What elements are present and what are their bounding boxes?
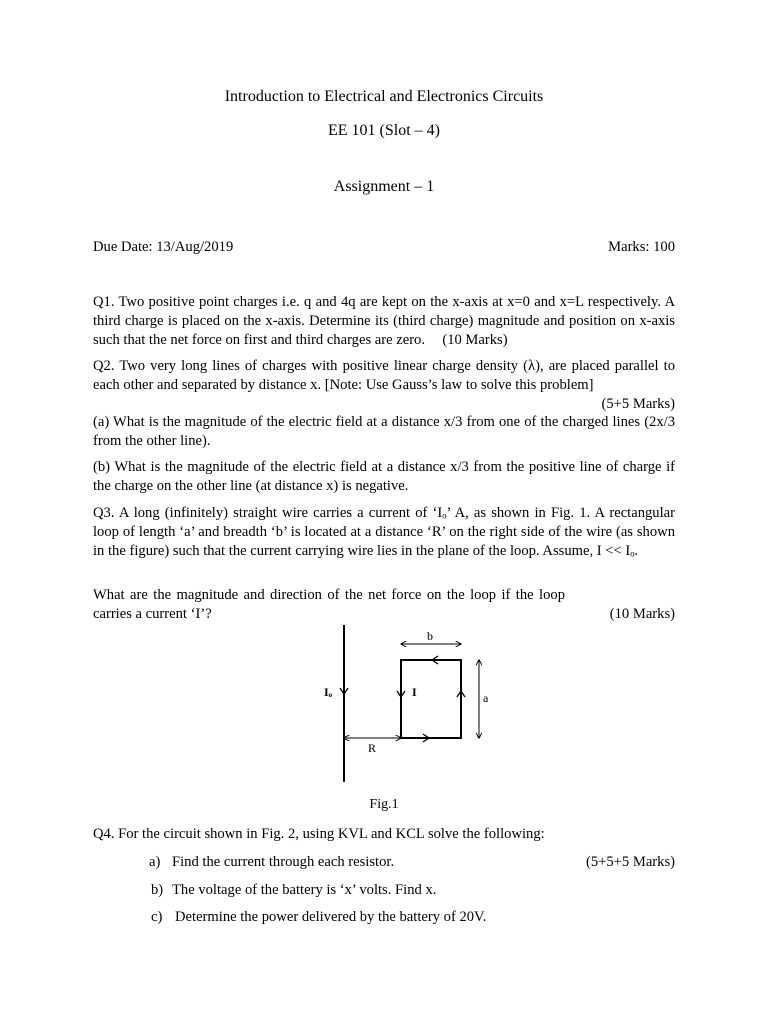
due-date: Due Date: 13/Aug/2019 xyxy=(93,239,234,255)
q4-a-prefix: a) xyxy=(149,854,161,870)
label-i: I xyxy=(412,685,417,699)
q4-c-prefix: c) xyxy=(151,909,163,925)
label-io: Iₒ xyxy=(324,685,333,699)
rectangular-loop xyxy=(401,660,461,738)
question-2-part-b: (b) What is the magnitude of the electric field at a distance x/3 from the positive line of charge if the charge on the other line (at distance x) is negative. xyxy=(93,459,675,494)
question-3-question xyxy=(93,586,675,624)
question-2-text: Q2. Two very long lines of charges with positive linear charge density (λ), are placed parallel to each other and separated by distance x. [Note: Use Gauss’s law to solve this problem] xyxy=(93,358,675,393)
question-2-part-a: (a) What is the magnitude of the electric field at a distance x/3 from one of the charged lines (2x/3 from the other line). xyxy=(93,414,675,449)
figure-1-caption: Fig.1 xyxy=(369,797,399,812)
due-row xyxy=(93,238,675,257)
question-1-marks: (10 Marks) xyxy=(442,332,508,348)
question-1 xyxy=(93,293,675,350)
course-code: EE 101 (Slot – 4) xyxy=(328,122,440,139)
label-a: a xyxy=(483,691,489,705)
q4-b-prefix: b) xyxy=(151,882,164,898)
course-title: Introduction to Electrical and Electronics Circuits xyxy=(224,88,544,105)
total-marks: Marks: 100 xyxy=(608,239,675,255)
assignment-title: Assignment – 1 xyxy=(333,178,435,195)
question-4-text: Q4. For the circuit shown in Fig. 2, using KVL and KCL solve the following: xyxy=(93,826,545,842)
label-r: R xyxy=(367,741,377,755)
question-3-text: Q3. A long (infinitely) straight wire carries a current of ‘Iₒ’ A, as shown in Fig. 1. A rectangular loop of length ‘a’ and breadth ‘b’ is located at a distance ‘R’ on the right side of the wire (as shown in the figure) such that the current carrying wire lies in the plane of the loop. Assume, I << Iₒ. xyxy=(93,505,675,559)
question-1-text: Q1. Two positive point charges i.e. q and 4q are kept on the x-axis at x=0 and x=L respectively. A third charge is placed on the x-axis. Determine its (third charge) magnitude and position on x-axis such that the net force on first and third charges are zero. xyxy=(93,294,675,348)
question-3-question-text: What are the magnitude and direction of the net force on the loop if the loop carries a current ‘I’? xyxy=(93,587,565,622)
q4-b-text: The voltage of the battery is ‘x’ volts. Find x. xyxy=(172,882,437,898)
question-4-marks: (5+5+5 Marks) xyxy=(585,854,675,870)
q4-a-text: Find the current through each resistor. xyxy=(172,854,395,870)
q4-c-text: Determine the power delivered by the battery of 20V. xyxy=(175,909,487,925)
figure-1-diagram xyxy=(300,620,500,785)
question-2-marks: (5+5 Marks) xyxy=(601,396,675,412)
question-2 xyxy=(93,357,675,414)
label-b: b xyxy=(427,629,433,643)
question-3-marks: (10 Marks) xyxy=(609,606,675,622)
